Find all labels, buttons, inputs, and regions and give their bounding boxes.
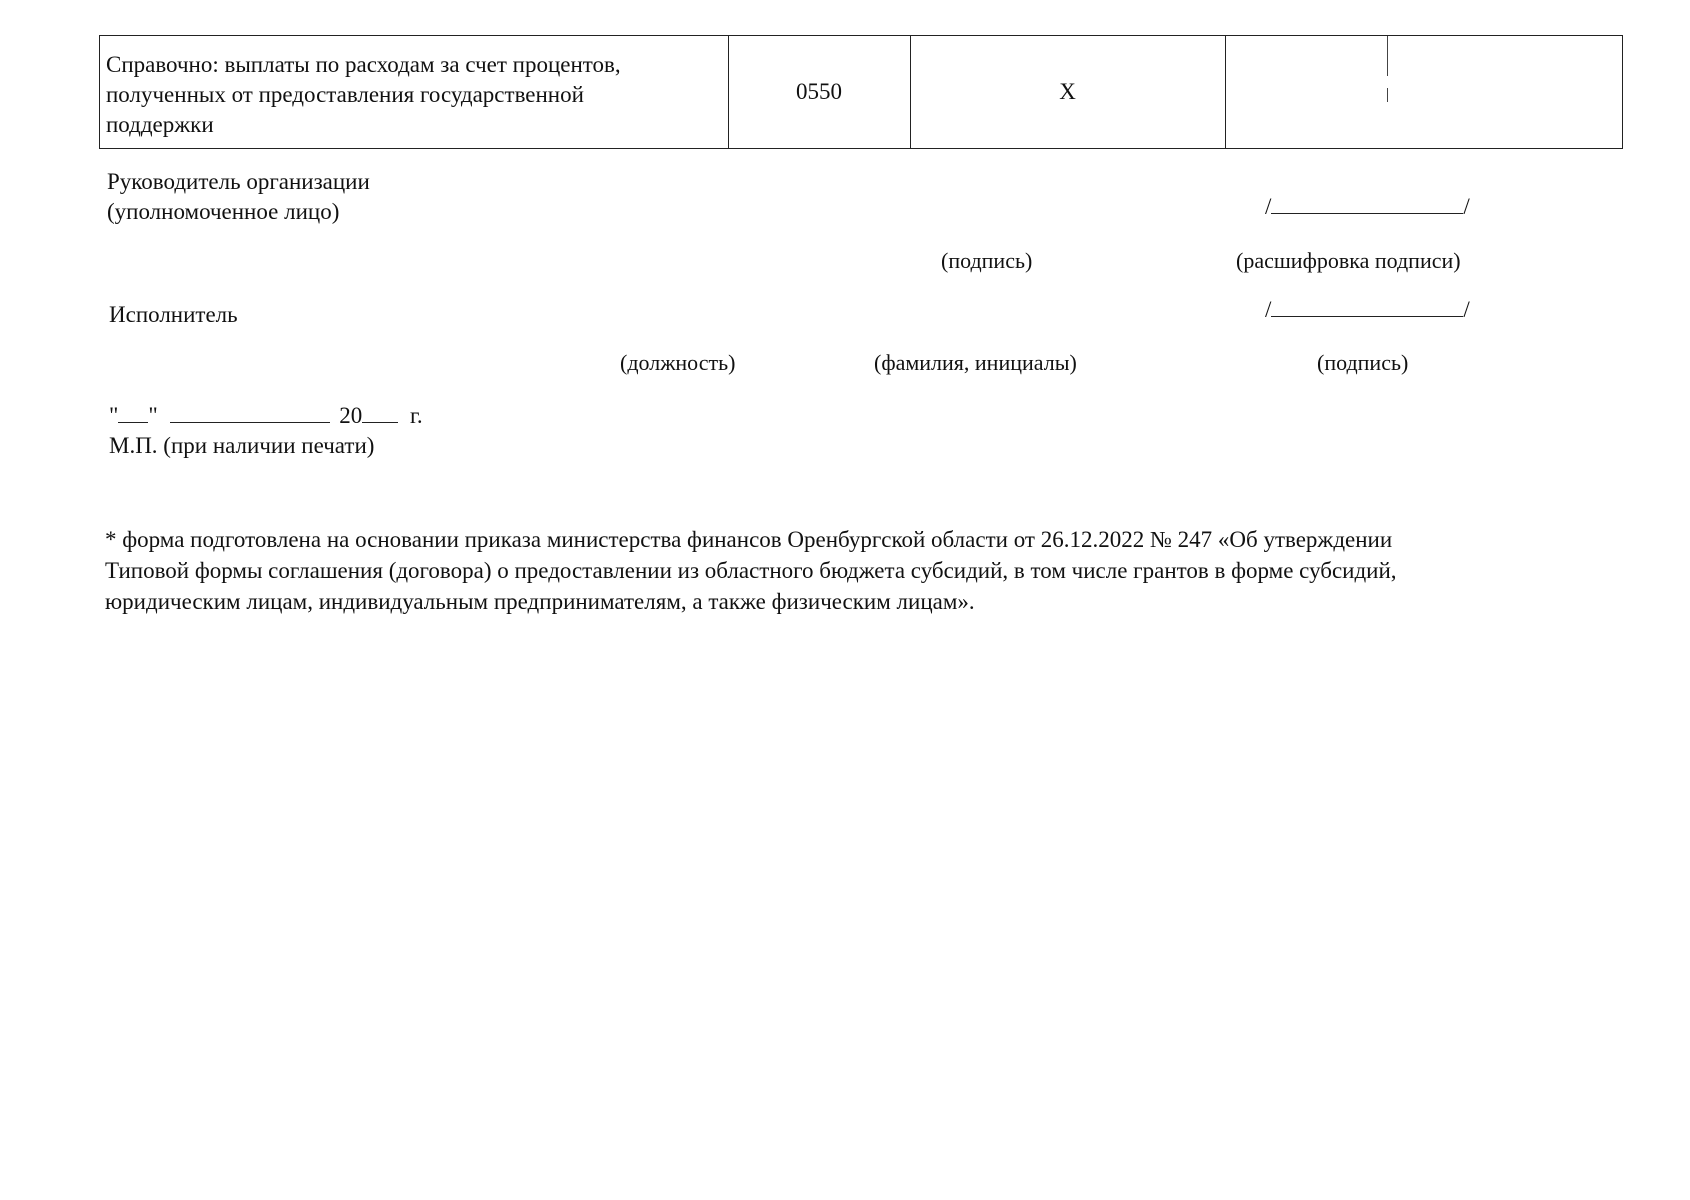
head-decode-line: / /: [1265, 194, 1470, 219]
executor-position-caption: (должность): [620, 350, 736, 375]
date-line: " " 20 г.: [109, 403, 423, 428]
executor-sign-caption: (подпись): [1317, 350, 1409, 375]
stamp-label: М.П. (при наличии печати): [109, 433, 375, 458]
reference-table: [99, 35, 1623, 149]
head-label: Руководитель организации (уполномоченное лицо): [107, 169, 370, 224]
row-mark: X: [1059, 79, 1076, 104]
head-sign-caption: (подпись): [941, 248, 1033, 273]
executor-label: Исполнитель: [109, 302, 238, 327]
row-code: 0550: [796, 79, 842, 104]
partial-divider: [1387, 36, 1388, 76]
executor-name-caption: (фамилия, инициалы): [874, 350, 1077, 375]
executor-sign-line: / /: [1265, 297, 1470, 322]
head-decode-caption: (расшифровка подписи): [1236, 248, 1461, 273]
column-divider: [1225, 36, 1226, 148]
partial-divider: [1387, 88, 1388, 102]
row-description: Справочно: выплаты по расходам за счет процентов, полученных от предоставления государственной поддержки: [106, 52, 621, 137]
footnote: * форма подготовлена на основании приказа министерства финансов Оренбургской области от 26.12.2022 № 247 «Об утверждении Типовой формы соглашения (договора) о предоставлении из областного бюджета субсидий, в том числе грантов в форме субсидий, юридическим лицам, индивидуальным предпринимателям, а также физическим лицам».: [105, 527, 1397, 614]
